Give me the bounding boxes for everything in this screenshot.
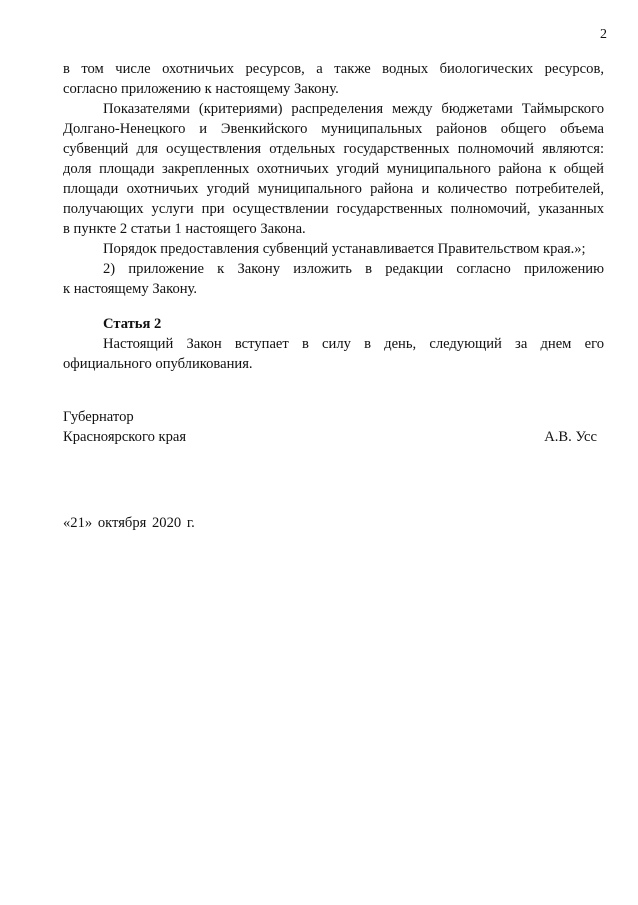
signature-title-line-1: Губернатор [63, 409, 134, 425]
paragraph-2-line-7: в пункте 2 статьи 1 настоящего Закона. [63, 221, 306, 237]
paragraph-2-line-6: получающих услуги при осуществлении государственных полномочий, указанных [63, 201, 604, 217]
paragraph-4-line-2: к настоящему Закону. [63, 281, 198, 297]
paragraph-2-line-4: доля площади закрепленных охотничьих угодий муниципального района к общей [63, 161, 604, 177]
paragraph-2-line-5: площади охотничьих угодий муниципального района и количество потребителей, [63, 181, 604, 197]
page-number: 2 [600, 27, 607, 42]
paragraph-4-line-1: 2) приложение к Закону изложить в редакции согласно приложению [103, 261, 604, 277]
paragraph-2-line-3: субвенций для осуществления отдельных государственных полномочий являются: [63, 141, 604, 157]
signature-name: А.В. Усс [544, 429, 597, 445]
paragraph-1-line-1: в том числе охотничьих ресурсов, а также водных биологических ресурсов, [63, 61, 604, 77]
paragraph-3-line-1: Порядок предоставления субвенций устанавливается Правительством края.»; [103, 241, 586, 257]
article-2-line-2: официального опубликования. [63, 356, 253, 372]
paragraph-2-line-1: Показателями (критериями) распределения между бюджетами Таймырского [103, 101, 604, 117]
signature-title-line-2: Красноярского края [63, 429, 187, 445]
paragraph-1-line-2: согласно приложению к настоящему Закону. [63, 81, 339, 97]
article-2-line-1: Настоящий Закон вступает в силу в день, следующий за днем его [103, 336, 604, 352]
document-date: «21» октября 2020 г. [63, 515, 195, 531]
paragraph-2-line-2: Долгано-Ненецкого и Эвенкийского муниципальных районов общего объема [63, 121, 604, 137]
article-2-heading: Статья 2 [103, 316, 162, 332]
